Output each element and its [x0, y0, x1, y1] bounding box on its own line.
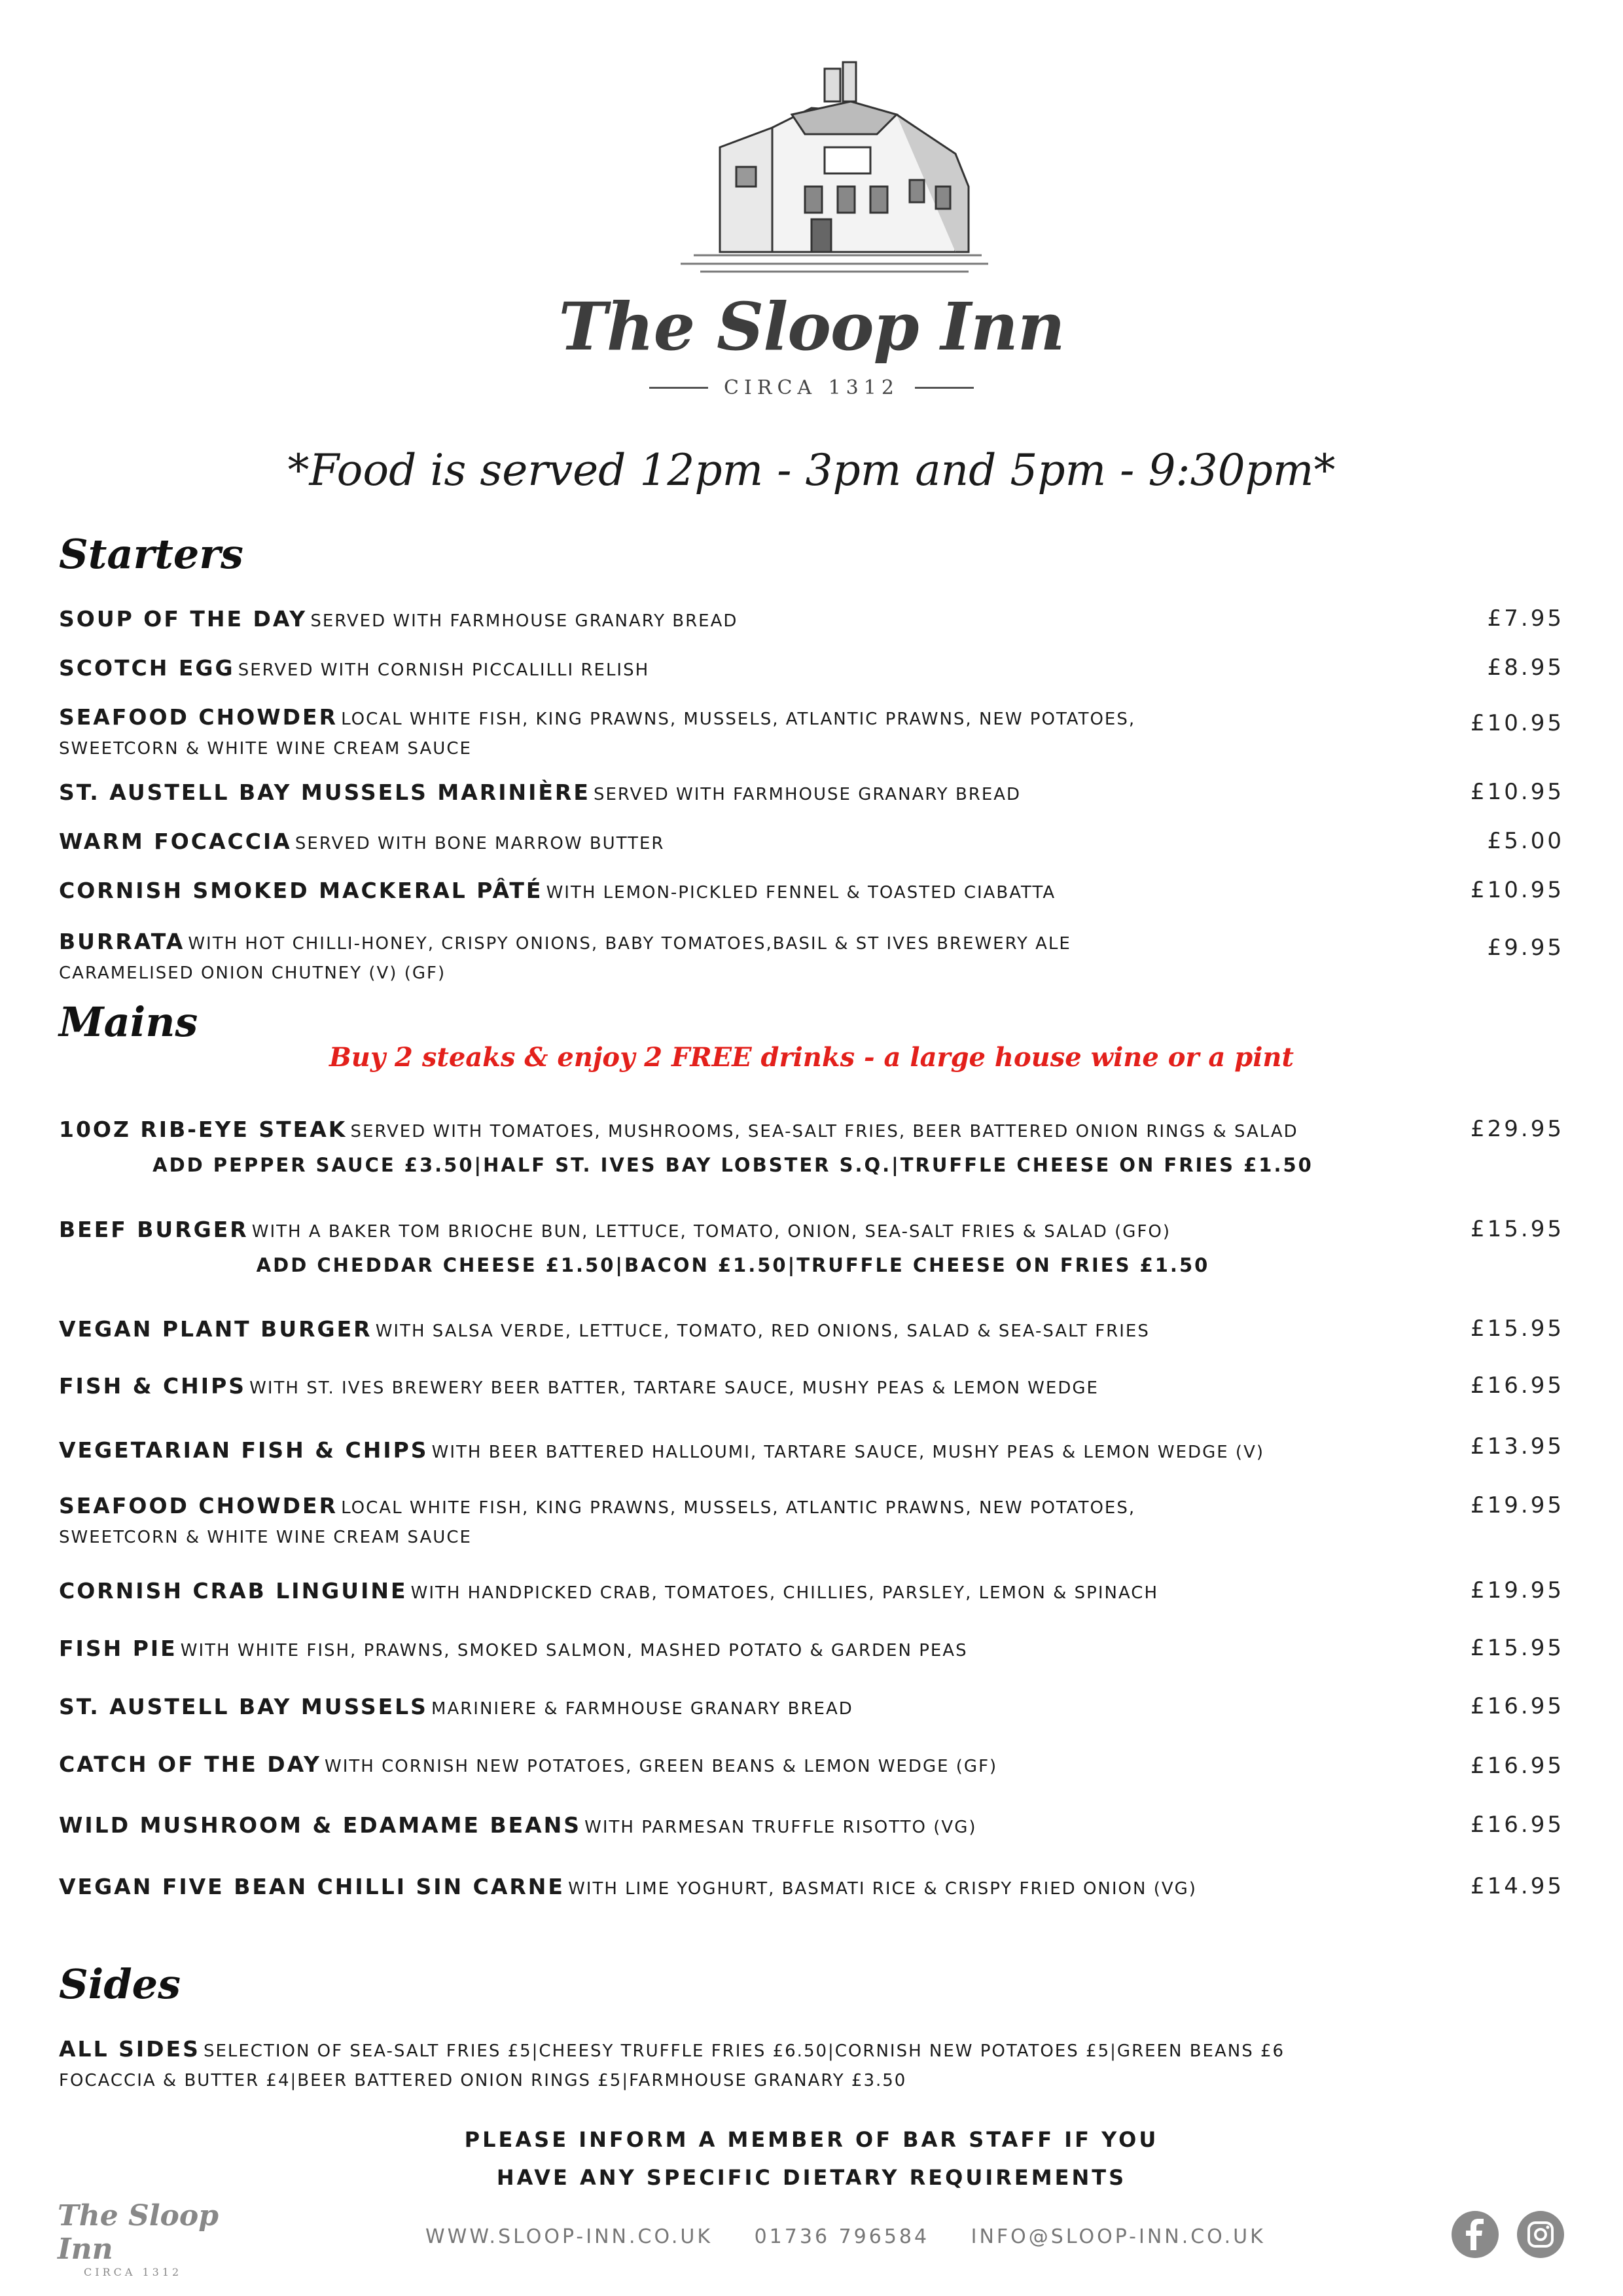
item-name: CORNISH SMOKED MACKERAL PÂTÉ: [59, 878, 543, 903]
item-name: SEAFOOD CHOWDER: [59, 704, 338, 730]
item-price: £16.95: [1471, 1372, 1564, 1399]
item-name: WARM FOCACCIA: [59, 829, 292, 854]
item-desc: SERVED WITH CORNISH PICCALILLI RELISH: [238, 660, 650, 680]
circa-row: [0, 376, 1623, 399]
item-price: £16.95: [1471, 1693, 1564, 1719]
item-name: BEEF BURGER: [59, 1217, 249, 1242]
notice-line: HAVE ANY SPECIFIC DIETARY REQUIREMENTS: [496, 2165, 1127, 2190]
sides-title: Sides: [59, 1960, 181, 2008]
item-price: £19.95: [1471, 1577, 1564, 1604]
item-name: CATCH OF THE DAY: [59, 1751, 321, 1777]
item-name: ALL SIDES: [59, 2036, 200, 2062]
item-desc: SERVED WITH FARMHOUSE GRANARY BREAD: [310, 611, 738, 631]
starter-item: [59, 928, 1407, 989]
item-desc: SERVED WITH TOMATOES, MUSHROOMS, SEA-SALT FRIES, BEER BATTERED ONION RINGS & SALAD: [350, 1122, 1298, 1141]
rule-left: [649, 387, 708, 389]
item-desc: LOCAL WHITE FISH, KING PRAWNS, MUSSELS, ATLANTIC PRAWNS, NEW POTATOES,: [341, 1498, 1136, 1518]
item-desc: MARINIERE & FARMHOUSE GRANARY BREAD: [431, 1699, 853, 1719]
item-addons: ADD CHEDDAR CHEESE £1.50|BACON £1.50|TRUFFLE CHEESE ON FRIES £1.50: [256, 1254, 1210, 1276]
email-link[interactable]: INFO@SLOOP-INN.CO.UK: [971, 2225, 1266, 2248]
item-price: £16.95: [1471, 1812, 1564, 1838]
item-desc: WITH HANDPICKED CRAB, TOMATOES, CHILLIES, PARSLEY, LEMON & SPINACH: [410, 1583, 1158, 1603]
item-price: £10.95: [1471, 779, 1564, 805]
item-name: VEGAN PLANT BURGER: [59, 1316, 372, 1342]
item-price: £29.95: [1471, 1116, 1564, 1142]
item-desc-cont: SWEETCORN & WHITE WINE CREAM SAUCE: [59, 739, 472, 759]
footer-logo: [58, 2199, 254, 2278]
item-desc: WITH PARMESAN TRUFFLE RISOTTO (VG): [584, 1818, 977, 1837]
item-desc-cont: FOCACCIA & BUTTER £4|BEER BATTERED ONION RINGS £5|FARMHOUSE GRANARY £3.50: [59, 2071, 907, 2090]
starter-item: [59, 828, 1407, 859]
item-name: ST. AUSTELL BAY MUSSELS: [59, 1694, 428, 1719]
item-price: £15.95: [1471, 1216, 1564, 1242]
item-desc: SELECTION OF SEA-SALT FRIES £5|CHEESY TRUFFLE FRIES £6.50|CORNISH NEW POTATOES £5|GREEN BEANS £6: [203, 2041, 1285, 2061]
item-price: £7.95: [1487, 605, 1564, 632]
item-price: £15.95: [1471, 1316, 1564, 1342]
sides-item: [59, 2036, 1407, 2096]
item-desc-cont: CARAMELISED ONION CHUTNEY (V) (GF): [59, 963, 446, 983]
item-price: £19.95: [1471, 1492, 1564, 1518]
rule-right: [915, 387, 974, 389]
dietary-notice: [0, 2121, 1623, 2197]
footer-circa: CIRCA 1312: [84, 2266, 183, 2278]
item-name: WILD MUSHROOM & EDAMAME BEANS: [59, 1812, 582, 1838]
main-item: [59, 1216, 1407, 1279]
starter-item: [59, 704, 1407, 764]
main-item: [59, 1693, 1407, 1725]
item-desc: WITH SALSA VERDE, LETTUCE, TOMATO, RED ONIONS, SALAD & SEA-SALT FRIES: [375, 1321, 1150, 1341]
item-name: FISH PIE: [59, 1636, 177, 1661]
item-price: £16.95: [1471, 1753, 1564, 1779]
item-name: ST. AUSTELL BAY MUSSELS MARINIÈRE: [59, 780, 590, 805]
main-item: [59, 1372, 1407, 1404]
item-desc: SERVED WITH BONE MARROW BUTTER: [294, 834, 665, 853]
item-price: £13.95: [1471, 1433, 1564, 1460]
item-desc: WITH WHITE FISH, PRAWNS, SMOKED SALMON, MASHED POTATO & GARDEN PEAS: [180, 1641, 968, 1660]
main-item: [59, 1116, 1407, 1179]
item-price: £5.00: [1487, 828, 1564, 854]
item-name: VEGETARIAN FISH & CHIPS: [59, 1437, 429, 1463]
item-name: FISH & CHIPS: [59, 1373, 247, 1399]
item-desc: WITH LEMON-PICKLED FENNEL & TOASTED CIABATTA: [546, 883, 1056, 903]
item-price: £10.95: [1471, 710, 1564, 736]
item-name: SCOTCH EGG: [59, 655, 235, 681]
starters-title: Starters: [59, 530, 243, 578]
main-item: [59, 1492, 1407, 1553]
main-item: [59, 1635, 1407, 1666]
item-name: BURRATA: [59, 929, 185, 954]
item-name: SEAFOOD CHOWDER: [59, 1493, 338, 1518]
main-item: [59, 1316, 1407, 1347]
item-desc: LOCAL WHITE FISH, KING PRAWNS, MUSSELS, ATLANTIC PRAWNS, NEW POTATOES,: [341, 709, 1136, 729]
main-item: [59, 1873, 1407, 1905]
item-price: £14.95: [1471, 1873, 1564, 1899]
inn-illustration: [681, 56, 988, 278]
item-desc: WITH A BAKER TOM BRIOCHE BUN, LETTUCE, TOMATO, ONION, SEA-SALT FRIES & SALAD (GFO): [251, 1222, 1171, 1242]
main-item: [59, 1812, 1407, 1843]
facebook-icon[interactable]: [1452, 2211, 1499, 2258]
footer-brand: The Sloop Inn: [58, 2199, 219, 2266]
item-price: £15.95: [1471, 1635, 1564, 1661]
item-name: 10OZ RIB-EYE STEAK: [59, 1117, 348, 1142]
website-link[interactable]: WWW.SLOOP-INN.CO.UK: [425, 2225, 713, 2248]
item-desc: WITH HOT CHILLI-HONEY, CRISPY ONIONS, BABY TOMATOES,BASIL & ST IVES BREWERY ALE: [188, 934, 1071, 954]
item-addons: ADD PEPPER SAUCE £3.50|HALF ST. IVES BAY LOBSTER S.Q.|TRUFFLE CHEESE ON FRIES £1.50: [152, 1154, 1313, 1176]
starter-item: [59, 655, 1407, 686]
main-item: [59, 1437, 1407, 1468]
promo-text: Buy 2 steaks & enjoy 2 FREE drinks - a large house wine or a pint: [329, 1042, 1294, 1073]
phone-number[interactable]: 01736 796584: [754, 2225, 930, 2248]
notice-line: PLEASE INFORM A MEMBER OF BAR STAFF IF YOU: [464, 2127, 1159, 2152]
item-desc: WITH ST. IVES BREWERY BEER BATTER, TARTARE SAUCE, MUSHY PEAS & LEMON WEDGE: [249, 1378, 1099, 1398]
footer-contacts: [425, 2225, 1298, 2248]
item-desc-cont: SWEETCORN & WHITE WINE CREAM SAUCE: [59, 1528, 472, 1547]
starter-item: [59, 877, 1407, 908]
item-name: CORNISH CRAB LINGUINE: [59, 1578, 408, 1604]
item-price: £8.95: [1487, 655, 1564, 681]
item-desc: WITH BEER BATTERED HALLOUMI, TARTARE SAUCE, MUSHY PEAS & LEMON WEDGE (V): [431, 1443, 1264, 1462]
item-desc: SERVED WITH FARMHOUSE GRANARY BREAD: [593, 785, 1022, 804]
item-price: £10.95: [1471, 877, 1564, 903]
mains-title: Mains: [59, 998, 198, 1046]
brand-name: The Sloop Inn: [558, 288, 1065, 365]
main-item: [59, 1577, 1407, 1609]
service-hours: *Food is served 12pm - 3pm and 5pm - 9:30pm*: [287, 445, 1336, 495]
circa-text: CIRCA 1312: [724, 376, 899, 399]
item-desc: WITH CORNISH NEW POTATOES, GREEN BEANS & LEMON WEDGE (GF): [325, 1757, 998, 1776]
starter-item: [59, 605, 1407, 637]
starter-item: [59, 779, 1407, 810]
instagram-icon[interactable]: [1517, 2211, 1564, 2258]
item-name: VEGAN FIVE BEAN CHILLI SIN CARNE: [59, 1874, 565, 1899]
item-desc: WITH LIME YOGHURT, BASMATI RICE & CRISPY FRIED ONION (VG): [568, 1879, 1197, 1899]
item-name: SOUP OF THE DAY: [59, 606, 308, 632]
main-item: [59, 1751, 1407, 1782]
item-price: £9.95: [1487, 935, 1564, 961]
